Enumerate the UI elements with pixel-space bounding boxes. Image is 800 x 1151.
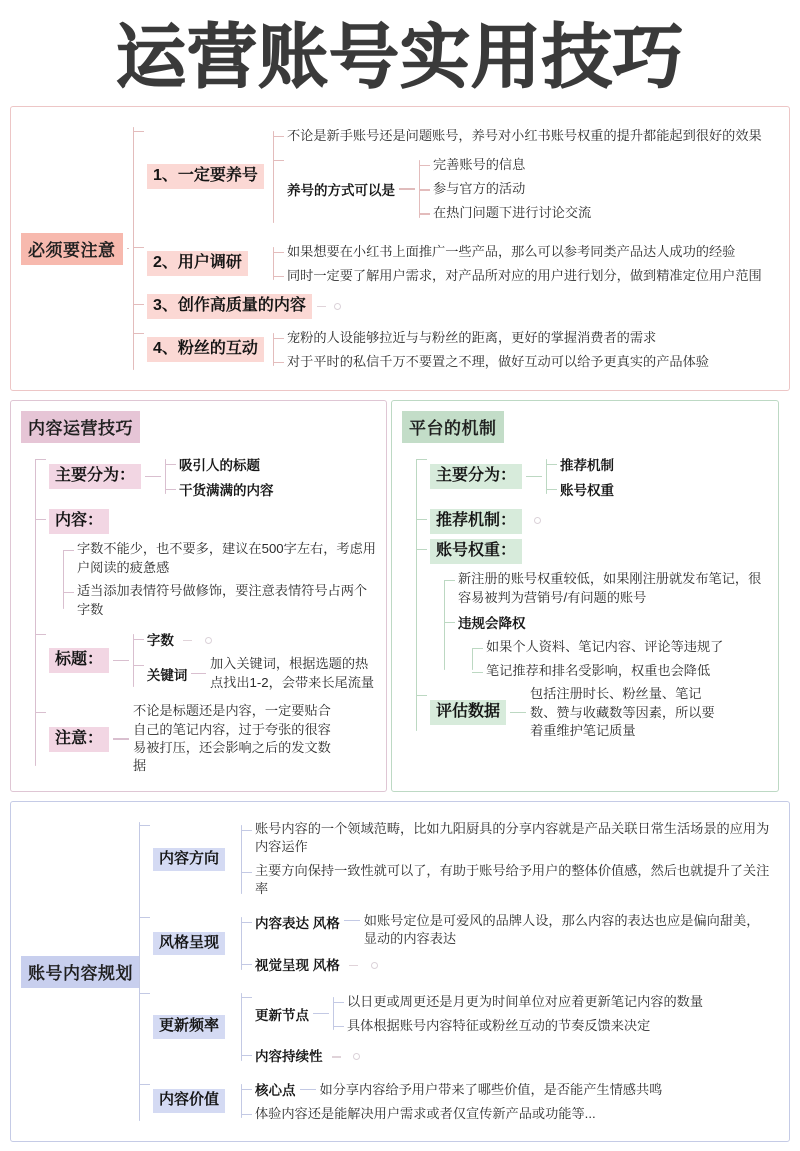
panel3-node-1-children	[546, 449, 614, 504]
circle-marker-icon	[205, 637, 212, 644]
connector-line	[191, 673, 206, 674]
circle-marker-icon	[534, 517, 541, 524]
panel2-root-label: 内容运营技巧	[21, 411, 140, 443]
panel1-root-node[interactable]	[21, 233, 133, 265]
panel3-node-2	[430, 509, 770, 534]
connector-line	[399, 188, 415, 189]
leaf-text: 不论是新手账号还是问题账号，养号对小红书账号权重的提升都能起到很好的效果	[287, 126, 781, 145]
panel4-root-label: 账号内容规划	[21, 956, 140, 988]
panel4-branch-2-item-2	[255, 954, 781, 975]
panel2-node-2-label[interactable]: 内容：	[49, 509, 109, 534]
panel4-root-node[interactable]	[21, 956, 139, 988]
panel2-node-2	[49, 509, 378, 619]
panel1-branch-2-children	[273, 237, 781, 290]
leaf-text: 以日更或周更还是月更为时间单位对应着更新笔记内容的数量	[347, 992, 703, 1011]
leaf-text: 吸引人的标题	[179, 454, 274, 474]
leaf-text: 体验内容还是能解决用户需求或者仅宣传新产品或功能等...	[255, 1104, 781, 1123]
leaf-text: 同时一定要了解用户需求，对产品所对应的用户进行划分，做到精准定位用户范围	[287, 266, 781, 285]
panel3-node-3-sub	[458, 612, 770, 680]
leaf-text: 不论是标题还是内容，一定要贴合自己的笔记内容，过于夸张的很容易被打压，还会影响之后的发文数据	[133, 703, 331, 774]
panel2-node-1	[49, 449, 378, 504]
panel1-branch-2-label[interactable]: 2、用户调研	[147, 251, 248, 276]
leaf-text: 如账号定位是可爱风的品牌人设，那么内容的表达也应是偏向甜美，显动的内容表达	[363, 912, 760, 947]
panel4-branch-2-label[interactable]: 风格呈现	[153, 932, 225, 956]
panel4-branch-3-label[interactable]: 更新频率	[153, 1015, 225, 1039]
panel4-branch-3-sub-leaves	[333, 987, 703, 1040]
panel4-branch-1	[153, 815, 781, 904]
panel3-node-1	[430, 449, 770, 504]
page-header	[0, 0, 800, 106]
panel1-branch-1	[147, 121, 781, 233]
panel2-node-list	[35, 449, 378, 776]
stub-dash-icon	[317, 306, 326, 307]
panel3-node-4	[430, 685, 770, 740]
panel4-branch-2	[153, 907, 781, 980]
panel2-node-2-leaves	[63, 540, 378, 619]
leaf-text: 对于平时的私信千万不要置之不理，做好互动可以给予更真实的产品体验	[287, 352, 781, 371]
panel1-branch-3-label[interactable]: 3、创作高质量的内容	[147, 294, 312, 319]
leaf-text: 干货满满的内容	[179, 479, 274, 499]
panel3-node-list	[416, 449, 770, 740]
connector-line	[113, 738, 129, 739]
panel4-branch-1-label[interactable]: 内容方向	[153, 848, 225, 872]
circle-marker-icon	[353, 1053, 360, 1060]
panel1-branch-1-sub	[287, 150, 781, 227]
connector-line	[127, 248, 130, 249]
leaf-text: 主要方向保持一致性就可以了，有助于账号给予用户的整体价值感，然后也就提升了关注率	[255, 862, 781, 899]
panel4-branch-3-items	[241, 983, 781, 1071]
panel1-branch-2	[147, 237, 781, 290]
sub-node-label[interactable]: 字数	[146, 633, 174, 649]
sub-node-label[interactable]: 内容持续性	[255, 1049, 323, 1065]
panel2-node-1-label[interactable]: 主要分为：	[49, 464, 141, 489]
panel2-root-node[interactable]	[21, 411, 378, 443]
panel4-branch-list	[139, 812, 781, 1131]
leaf-text: 宠粉的人设能够拉近与与粉丝的距离，更好的掌握消费者的需求	[287, 328, 781, 347]
connector-line	[300, 1089, 316, 1090]
panel4-branch-3-item-2	[255, 1045, 781, 1066]
leaf-text: 字数不能少，也不要多，建议在500字左右，考虑用户阅读的疲惫感	[77, 540, 378, 577]
panel4-branch-2-item-1	[255, 912, 781, 949]
circle-marker-icon	[334, 303, 341, 310]
panel2-node-3-children	[133, 624, 378, 697]
leaf-text: 加入关键词，根据选题的热点找出1-2，会带来长尾流量	[210, 656, 375, 690]
sub-node-label[interactable]: 视觉呈现 风格	[255, 957, 340, 973]
leaf-text: 新注册的账号权重较低，如果刚注册就发布笔记，很容易被判为营销号/有问题的账号	[458, 570, 770, 607]
panel-must-note	[10, 106, 790, 391]
sub-node-label[interactable]: 养号的方式可以是	[287, 182, 395, 198]
connector-line	[145, 476, 161, 477]
panel2-node-3-child-1	[147, 629, 378, 650]
sub-node-label[interactable]: 内容表达 风格	[255, 915, 340, 931]
leaf-text: 如果个人资料、笔记内容、评论等违规了	[486, 638, 770, 656]
panel1-branch-1-children	[273, 121, 781, 233]
panel-account-content-plan	[10, 801, 790, 1142]
panel3-node-2-label[interactable]: 推荐机制：	[430, 509, 522, 534]
panel2-node-3-label[interactable]: 标题：	[49, 648, 109, 673]
panel-content-ops	[10, 400, 387, 792]
sub-items	[419, 150, 591, 227]
panel3-node-3-sub-items	[472, 638, 770, 680]
sub-node-label[interactable]: 关键词	[146, 667, 188, 683]
leaf-text: 推荐机制	[560, 454, 614, 474]
leaf-text: 如分享内容给予用户带来了哪些价值，是否能产生情感共鸣	[319, 1081, 663, 1097]
panel-platform-mechanism	[391, 400, 779, 792]
panel3-root-label: 平台的机制	[402, 411, 504, 443]
panel3-node-1-label[interactable]: 主要分为：	[430, 464, 522, 489]
panel2-node-4-label[interactable]: 注意：	[49, 727, 109, 752]
panel3-node-3	[430, 539, 770, 680]
connector-line	[313, 1013, 329, 1014]
panel4-branch-2-items	[241, 907, 781, 980]
panel3-node-3-children	[444, 570, 770, 680]
leaf-text: 账号权重	[560, 479, 614, 499]
leaf-text: 包括注册时长、粉丝量、笔记数、赞与收藏数等因素，所以要着重维护笔记质量	[530, 686, 715, 739]
panel3-root-node[interactable]	[402, 411, 770, 443]
stub-dash-icon	[332, 1056, 341, 1057]
leaf-text: 账号内容的一个领域范畴，比如九阳厨具的分享内容就是产品关联日常生活场景的应用为内容运作	[255, 820, 781, 857]
sub-node-label[interactable]: 更新节点	[255, 1007, 309, 1023]
panel1-branch-4-label[interactable]: 4、粉丝的互动	[147, 337, 264, 362]
panel4-branch-4	[153, 1074, 781, 1128]
panel2-node-3-child-2	[147, 655, 378, 692]
panel4-branch-3-item-1	[255, 987, 781, 1040]
panel1-branch-4-children	[273, 323, 781, 376]
connector-line	[344, 920, 360, 921]
panel1-branch-1-label[interactable]: 1、一定要养号	[147, 164, 264, 189]
panel4-branch-4-items	[241, 1074, 781, 1128]
panel4-branch-3	[153, 983, 781, 1071]
stub-dash-icon	[349, 965, 358, 966]
leaf-text: 具体根据账号内容特征或粉丝互动的节奏反馈来决定	[347, 1016, 703, 1035]
sub-node-label[interactable]: 违规会降权	[458, 616, 526, 632]
connector-line	[510, 712, 526, 713]
panel1-branch-3	[147, 294, 781, 319]
middle-panels-row	[0, 400, 800, 801]
panel2-node-3	[49, 624, 378, 697]
panel1-branch-4	[147, 323, 781, 376]
panel4-branch-1-leaves	[241, 815, 781, 904]
leaf-text: 在热门问题下进行讨论交流	[433, 203, 591, 222]
panel2-node-4	[49, 702, 378, 776]
panel1-root-label: 必须要注意	[21, 233, 123, 265]
leaf-text: 参与官方的活动	[433, 179, 591, 198]
leaf-text: 适当添加表情符号做修饰，要注意表情符号占两个字数	[77, 582, 378, 619]
panel3-node-3-label[interactable]: 账号权重：	[430, 539, 522, 564]
connector-line	[526, 476, 542, 477]
circle-marker-icon	[371, 962, 378, 969]
panel4-branch-4-item-1	[255, 1079, 781, 1099]
panel3-node-4-label[interactable]: 评估数据	[430, 700, 506, 725]
panel2-node-1-children	[165, 449, 274, 504]
panel1-branch-list	[133, 117, 781, 380]
leaf-text: 笔记推荐和排名受影响，权重也会降低	[486, 662, 770, 680]
leaf-text: 完善账号的信息	[433, 155, 591, 174]
connector-line	[113, 660, 129, 661]
leaf-text: 如果想要在小红书上面推广一些产品，那么可以参考同类产品达人成功的经验	[287, 242, 781, 261]
panel4-branch-4-label[interactable]: 内容价值	[153, 1089, 225, 1113]
page-title: 运营账号实用技巧	[116, 16, 684, 98]
stub-dash-icon	[183, 640, 192, 641]
sub-node-label[interactable]: 核心点	[255, 1083, 296, 1099]
